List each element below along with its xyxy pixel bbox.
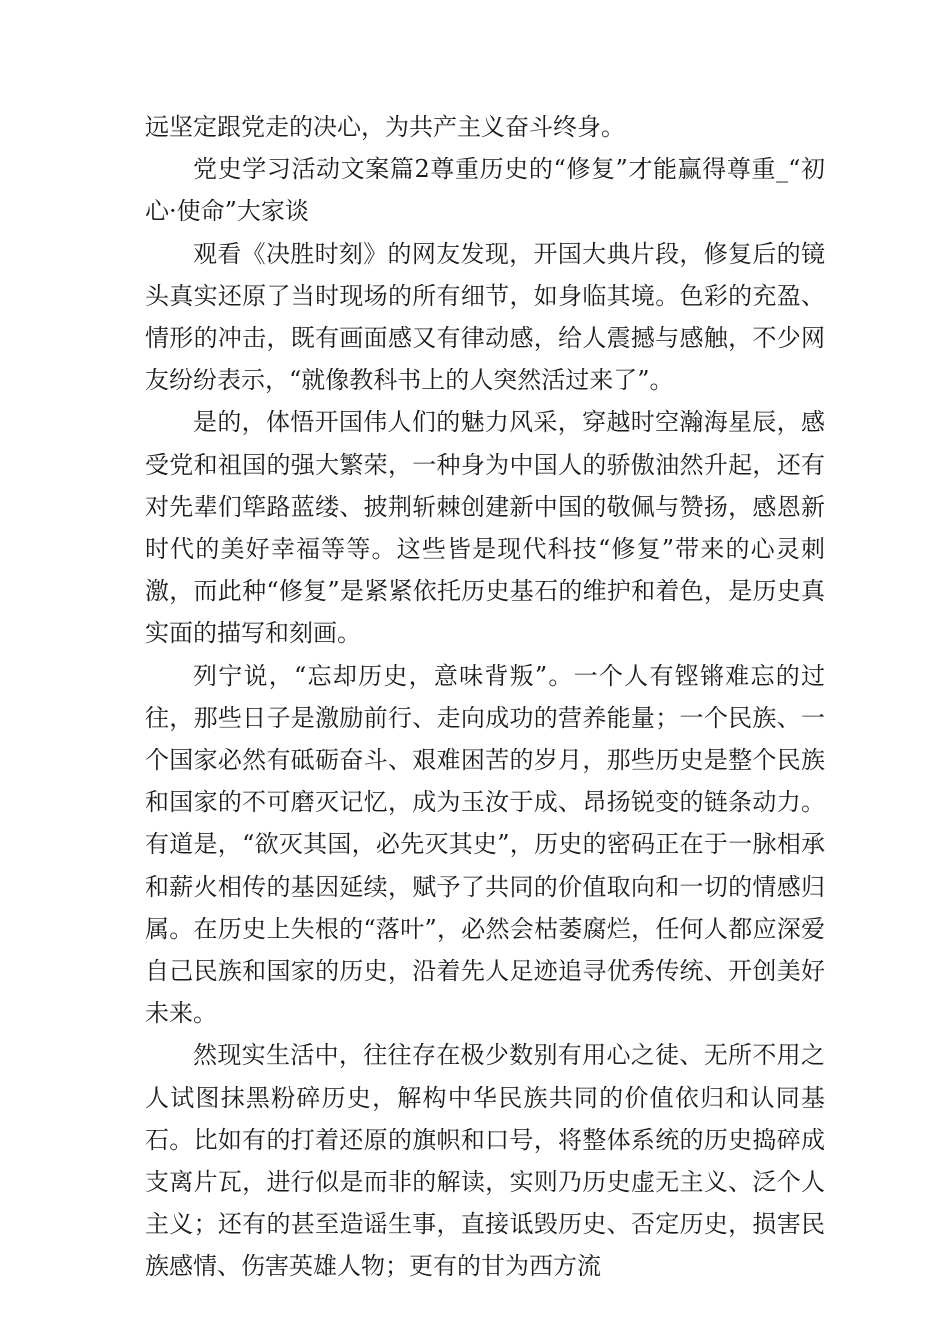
body-paragraph: 观看《决胜时刻》的网友发现，开国大典片段，修复后的镜头真实还原了当时现场的所有细节，如身临其境。色彩的充盈、情形的冲击，既有画面感又有律动感，给人震撼与感触，不少网友纷纷表示，“就像教科书上的人突然活过来了”。 (145, 239, 825, 395)
body-paragraph: 列宁说，“忘却历史，意味背叛”。一个人有铿锵难忘的过往，那些日子是激励前行、走向成功的营养能量；一个民族、一个国家必然有砥砺奋斗、艰难困苦的岁月，那些历史是整个民族和国家的不可磨灭记忆，成为玉汝于成、昂扬锐变的链条动力。有道是，“欲灭其国，必先灭其史”，历史的密码正在于一脉相承和薪火相传的基因延续，赋予了共同的价值取向和一切的情感归属。在历史上失根的“落叶”，必然会枯萎腐烂，任何人都应深爱自己民族和国家的历史，沿着先人足迹追寻优秀传统、开创美好未来。 (145, 661, 825, 1028)
body-paragraph: 是的，体悟开国伟人们的魅力风采，穿越时空瀚海星辰，感受党和祖国的强大繁荣，一种身为中国人的骄傲油然升起，还有对先辈们筚路蓝缕、披荆斩棘创建新中国的敬佩与赞扬，感恩新时代的美好幸福等等。这些皆是现代科技“修复”带来的心灵刺激，而此种“修复”是紧紧依托历史基石的维护和着色，是历史真实面的描写和刻画。 (145, 408, 825, 648)
document-page (145, 106, 825, 1288)
body-paragraph: 然现实生活中，往往存在极少数别有用心之徒、无所不用之人试图抹黑粉碎历史，解构中华民族共同的价值依归和认同基石。比如有的打着还原的旗帜和口号，将整体系统的历史捣碎成支离片瓦，进行似是而非的解读，实则乃历史虚无主义、泛个人主义；还有的甚至造谣生事，直接诋毁历史、否定历史，损害民族感情、伤害英雄人物；更有的甘为西方流 (145, 1041, 825, 1281)
paragraph-continuation: 远坚定跟党走的决心，为共产主义奋斗终身。 (145, 113, 625, 141)
article-heading: 党史学习活动文案篇2尊重历史的“修复”才能赢得尊重_“初心·使命”大家谈 (145, 155, 825, 226)
